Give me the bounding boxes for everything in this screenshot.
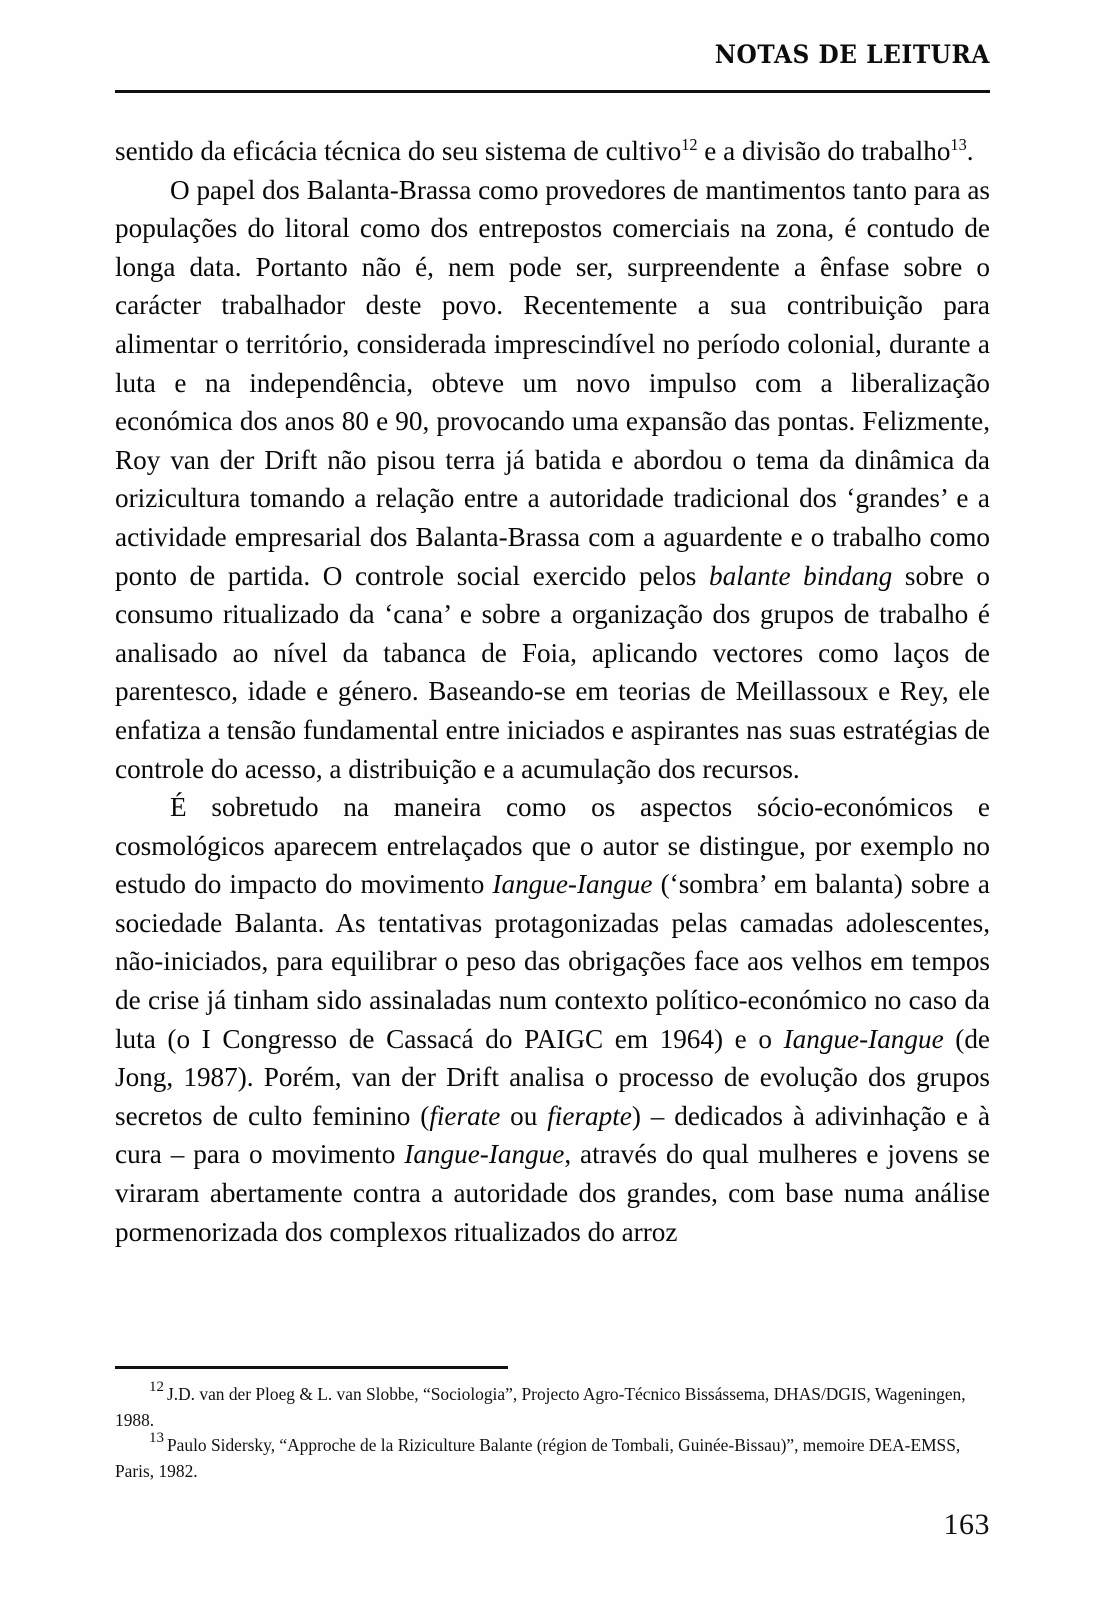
para-continued (115, 132, 990, 171)
text-run: sentido da eficácia técnica do seu sistema de cultivo (115, 136, 682, 166)
text-run: sobre o consumo ritualizado da ‘cana’ e sobre a organização dos grupos de trabalho é analisado ao nível da tabanca de Foia, aplicando vectores como laços de parentesco, idade e género. Baseando-se em teorias de Meillassoux e Rey, ele enfatiza a tensão fundamental entre iniciados e aspirantes nas suas estratégias de controle do acesso, a distribuição e a acumulação dos recursos. (115, 560, 990, 784)
text-run: (‘sombra’ em balanta) sobre a sociedade Balanta. As tentativas protagonizadas pelas camadas adolescentes, não-iniciados, para equilibrar o peso das obrigações face aos velhos em tempos de crise já tinham sido assinaladas num contexto político-económico no caso da luta (o I Congresso de Cassacá do PAIGC em 1964) e o (115, 869, 990, 1054)
page-number: 163 (943, 1508, 990, 1541)
para-cosmologicos (115, 788, 990, 1251)
emphasised-term: fierapte (547, 1100, 632, 1131)
footnote-text: Paulo Sidersky, “Approche de la Riziculture Balante (région de Tombali, Guinée-Bissau)”, memoire DEA-EMSS, Paris, 1982. (115, 1435, 961, 1481)
footnote-reference: 13 (950, 134, 967, 154)
footnote-text: J.D. van der Ploeg & L. van Slobbe, “Sociologia”, Projecto Agro-Técnico Bissássema, DHAS/DGIS, Wageningen, 1988. (115, 1384, 966, 1430)
running-head: NOTAS DE LEITURA (714, 40, 990, 69)
text-run: , através do qual mulheres e jovens se viraram abertamente contra a autoridade dos grandes, com base numa análise pormenorizada dos complexos ritualizados do arroz (115, 1139, 990, 1247)
text-run: ) – dedicados à adivinhação e à cura – para o movimento (115, 1100, 991, 1170)
emphasised-term: Iangue-Iangue (783, 1023, 944, 1054)
footnote-marker: 13 (149, 1430, 164, 1447)
text-run: (de Jong, 1987). Porém, van der Drift analisa o processo de evolução dos grupos secretos de culto feminino ( (115, 1023, 990, 1131)
emphasised-term: Iangue-Iangue (492, 869, 653, 900)
footnote-marker: 12 (149, 1379, 164, 1396)
emphasised-term: balante bindang (708, 560, 893, 591)
text-run: É sobretudo na maneira como os aspectos sócio-económicos e cosmológicos aparecem entrelaçados que o autor se distingue, por exemplo no estudo do impacto do movimento (115, 792, 990, 900)
footnote-reference: 12 (681, 134, 698, 154)
header-divider-rule (115, 90, 990, 93)
text-run: ou (500, 1100, 548, 1131)
text-run: O papel dos Balanta-Brassa como provedores de mantimentos tanto para as populações do litoral como dos entrepostos comerciais na zona, é contudo de longa data. Portanto não é, nem pode ser, surpreendente a ênfase sobre o carácter trabalhador deste povo. Recentemente a sua contribuição para alimentar o território, considerada imprescindível no período colonial, durante a luta e na independência, obteve um novo impulso com a liberalização económica dos anos 80 e 90, provocando uma expansão das pontas. Felizmente, Roy van der Drift não pisou terra já batida e abordou o tema da dinâmica da orizicultura tomando a relação entre a autoridade tradicional dos ‘grandes’ e a actividade empresarial dos Balanta-Brassa com a aguardente e o trabalho como ponto de partida. O controle social exercido pelos (115, 174, 990, 591)
footnote-separator-rule (115, 1366, 508, 1369)
footnote-item (115, 1430, 990, 1484)
text-run: e a divisão do trabalho (697, 136, 951, 166)
footnote-item (115, 1379, 990, 1433)
emphasised-term: fierate (429, 1100, 501, 1131)
body-text (115, 132, 990, 1251)
para-balanta-brassa (115, 171, 990, 789)
text-run: . (966, 136, 974, 166)
footnote-list (115, 1379, 990, 1484)
emphasised-term: Iangue-Iangue (404, 1139, 565, 1170)
